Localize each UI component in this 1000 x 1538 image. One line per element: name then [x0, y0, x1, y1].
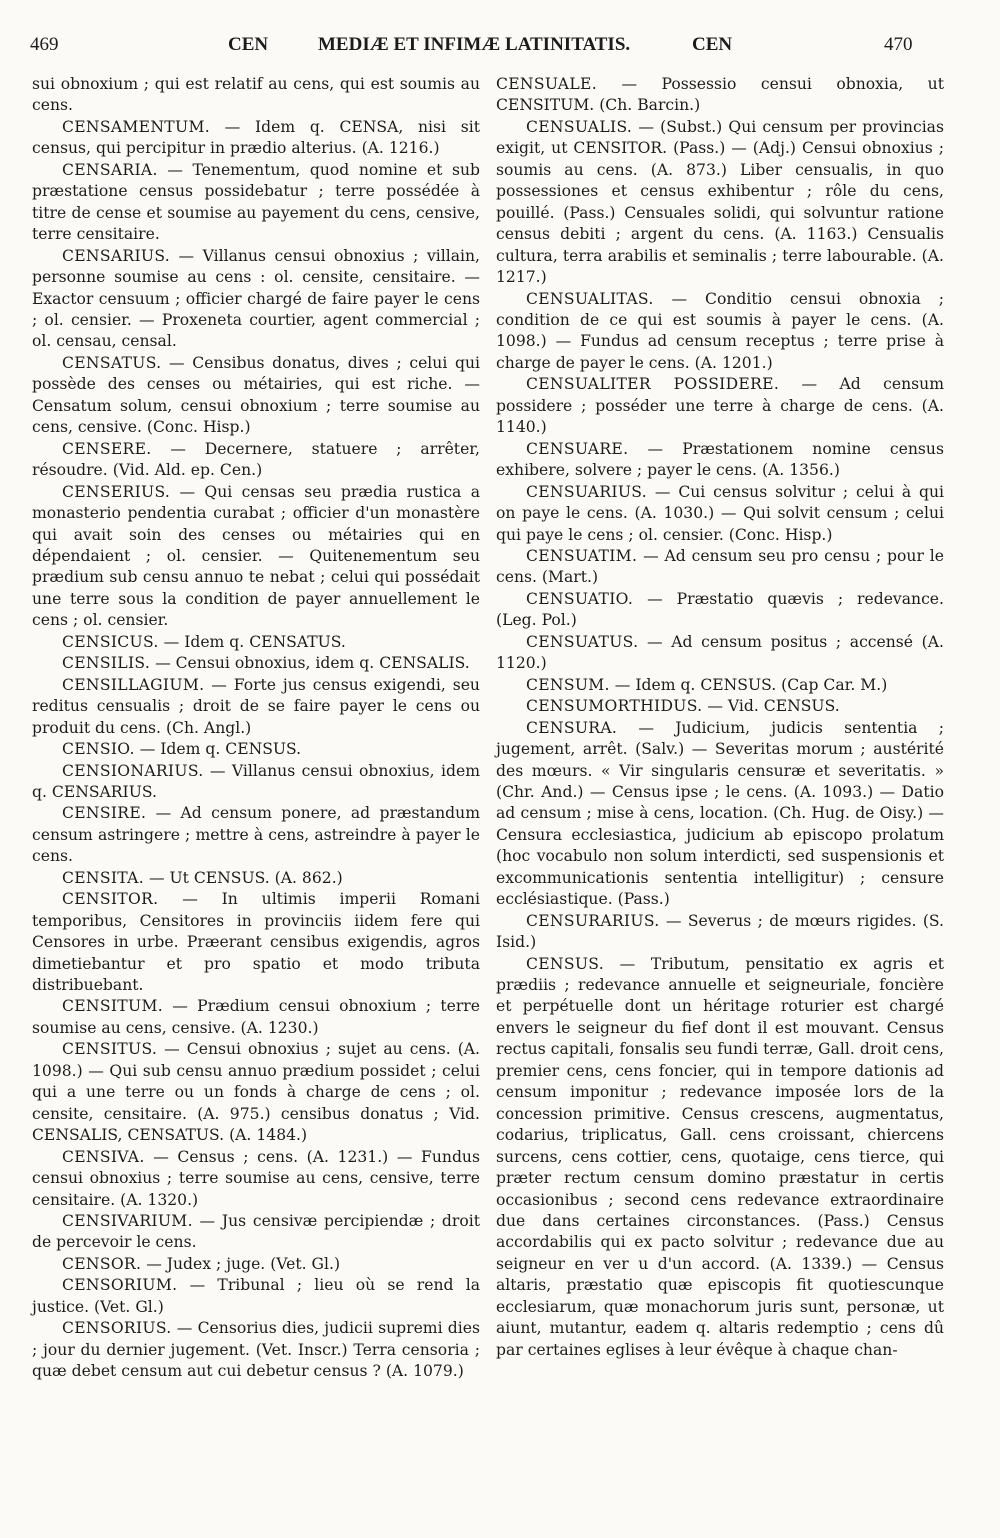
- dictionary-entry: [496, 589, 944, 632]
- dictionary-entry: [32, 74, 480, 117]
- entry-definition: — Conditio censui obnoxia ; condition de ce qui est soumis à payer le cens. (A. 1098.) — Fundus ad censum receptus ; terre prise à charge de payer le cens. (A. 1201.): [496, 289, 944, 372]
- entry-headword: CENSARIA.: [62, 160, 158, 179]
- dictionary-entry: [496, 546, 944, 589]
- entry-definition: — Ad censum possidere ; posséder une terre à charge de cens. (A. 1140.): [496, 375, 944, 437]
- entry-definition: — In ultimis imperii Romani temporibus, Censitores in provinciis iidem fere qui Censores in urbe. Præerant censibus exigendis, agros dimetiebantur et pro spatio et modo tributa distribuebant.: [32, 890, 480, 995]
- dictionary-entry: [496, 374, 944, 438]
- page-number-left: 469: [30, 34, 59, 55]
- dictionary-entry: [32, 761, 480, 804]
- dictionary-entry: [32, 1275, 480, 1318]
- entry-headword: CENSUATUS.: [526, 632, 639, 651]
- entry-headword: CENSERE.: [62, 439, 152, 458]
- entry-definition: — Tenementum, quod nomine et sub præstatione census possidebatur ; terre possédée à titre de cense et soumise au payement du cens, censive, terre censitaire.: [32, 160, 480, 244]
- dictionary-entry: [496, 482, 944, 546]
- entry-headword: CENSITUM.: [62, 997, 163, 1016]
- dictionary-entry: [32, 632, 480, 653]
- entry-headword: CENSIRE.: [62, 804, 147, 823]
- entry-headword: CENSERIUS.: [62, 482, 171, 501]
- catchword-right: CEN: [692, 34, 733, 55]
- entry-headword: CENSARIUS.: [62, 246, 171, 265]
- dictionary-entry: [32, 117, 480, 160]
- running-title: MEDIÆ ET INFIMÆ LATINITATIS.: [318, 34, 631, 55]
- dictionary-entry: [496, 439, 944, 482]
- dictionary-entry: [496, 911, 944, 954]
- entry-headword: CENSAMENTUM.: [62, 117, 210, 136]
- entry-headword: CENSUALE.: [496, 75, 597, 93]
- entry-headword: CENSORIUS.: [62, 1319, 172, 1338]
- entry-definition: — Vid. CENSUS.: [707, 697, 840, 716]
- entry-definition: — Judex ; juge. (Vet. Gl.): [146, 1254, 341, 1273]
- entry-headword: CENSITUS.: [62, 1040, 158, 1059]
- dictionary-entry: [32, 353, 480, 439]
- dictionary-entry: [496, 632, 944, 675]
- dictionary-entry: [32, 1147, 480, 1211]
- entry-definition: — Decernere, statuere ; arrêter, résoudre. (Vid. Ald. ep. Cen.): [32, 439, 480, 480]
- entry-headword: CENSUALITAS.: [526, 289, 654, 308]
- entry-headword: CENSITOR.: [62, 890, 159, 909]
- entry-headword: CENSURA.: [526, 718, 618, 737]
- dictionary-entry: [32, 996, 480, 1039]
- dictionary-entry: [32, 889, 480, 996]
- entry-definition: — Ad censum ponere, ad præstandum censum astringere ; mettre à cens, astreindre à payer le cens.: [32, 804, 480, 866]
- entry-definition: — Possessio censui obnoxia, ut CENSITUM. (Ch. Barcin.): [496, 75, 944, 115]
- page-number-right: 470: [884, 34, 913, 55]
- entry-definition: — Idem q. CENSUS. (Cap Car. M.): [614, 675, 888, 694]
- dictionary-entry: [496, 718, 944, 911]
- dictionary-entry: [32, 1254, 480, 1275]
- entry-definition: — Severus ; de mœurs rigides. (S. Isid.): [496, 911, 944, 952]
- dictionary-entry: [32, 246, 480, 353]
- dictionary-entry: [32, 675, 480, 739]
- entry-definition: — Villanus censui obnoxius ; villain, personne soumise au cens : ol. censite, censitaire. — Exactor censuum ; officier chargé de faire payer le cens ; ol. censier. — Proxeneta courtier, agent commercial ; ol. censau, censal.: [32, 246, 480, 351]
- entry-definition: — Jus censivæ percipiendæ ; droit de percevoir le cens.: [32, 1212, 480, 1252]
- dictionary-entry: [496, 954, 944, 1362]
- entry-headword: CENSITA.: [62, 868, 144, 887]
- entry-definition: — (Subst.) Qui censum per provincias exigit, ut CENSITOR. (Pass.) — (Adj.) Censui obnoxius ; soumis au cens. (A. 873.) Liber censualis, in quo possessiones et census exhibentur ; rôle du cens, pouillé. (Pass.) Censuales solidi, qui solvuntur ratione census debiti ; argent du cens. (A. 1163.) Censualis cultura, terra arabilis et seminalis ; terre labourable. (A. 1217.): [496, 117, 944, 287]
- entry-definition: — Præstationem nomine census exhibere, solvere ; payer le cens. (A. 1356.): [496, 439, 944, 480]
- entry-definition: — Villanus censui obnoxius, idem q. CENSARIUS.: [32, 761, 480, 801]
- entry-headword: CENSILLAGIUM.: [62, 675, 205, 694]
- dictionary-entry: [32, 439, 480, 482]
- entry-definition: — Ut CENSUS. (A. 862.): [148, 868, 343, 887]
- entry-headword: CENSUARIUS.: [526, 482, 647, 501]
- entry-definition: — Censui obnoxius, idem q. CENSALIS.: [155, 654, 470, 673]
- dictionary-entry: [496, 696, 944, 717]
- dictionary-entry: [496, 675, 944, 696]
- entry-headword: CENSIO.: [62, 740, 135, 759]
- entry-definition: — Præstatio quævis ; redevance. (Leg. Pol.): [496, 589, 944, 630]
- entry-definition: — Ad censum positus ; accensé (A. 1120.): [496, 632, 944, 673]
- entry-definition: — Idem q. CENSATUS.: [163, 632, 346, 651]
- entry-definition: — Qui censas seu prædia rustica a monasterio pendentia curabat ; officier d'un monastère qui avait soin des censes ou métairies qui en dépendaient ; ol. censier. — Quitenementum seu prædium sub censu annuo te nebat ; celui qui possédait une terre sous la condition de payer annuellement le cens ; ol. censier.: [32, 482, 480, 630]
- entry-headword: CENSIVA.: [62, 1147, 145, 1166]
- catchword-left: CEN: [228, 34, 269, 55]
- entry-headword: CENSIONARIUS.: [62, 761, 204, 780]
- entry-definition: — Cui census solvitur ; celui à qui on paye le cens. (A. 1030.) — Qui solvit censum ; celui qui paye le cens ; ol. censier. (Conc. Hisp.): [496, 482, 944, 544]
- dictionary-entry: [32, 160, 480, 246]
- entry-headword: CENSILIS.: [62, 654, 151, 673]
- entry-headword: CENSATUS.: [62, 353, 162, 372]
- page-header: [0, 34, 1000, 64]
- dictionary-entry: [32, 482, 480, 632]
- entry-definition: — Prædium censui obnoxium ; terre soumise au cens, censive. (A. 1230.): [32, 997, 480, 1037]
- dictionary-entry: [32, 1211, 480, 1254]
- entry-definition: — Tribunal ; lieu où se rend la justice. (Vet. Gl.): [32, 1276, 481, 1316]
- entry-definition: — Forte jus census exigendi, seu reditus censualis ; droit de se faire payer le cens ou produit du cens. (Ch. Angl.): [32, 675, 480, 737]
- dictionary-entry: [496, 289, 944, 375]
- entry-headword: CENSUALIS.: [526, 117, 633, 136]
- dictionary-entry: [32, 868, 480, 889]
- right-column: [496, 74, 944, 1361]
- left-column: [32, 74, 480, 1383]
- entry-headword: CENSURARIUS.: [526, 911, 660, 930]
- entry-definition: sui obnoxium ; qui est relatif au cens, qui est soumis au cens.: [32, 75, 480, 115]
- entry-headword: CENSORIUM.: [62, 1276, 178, 1295]
- dictionary-entry: [32, 739, 480, 760]
- dictionary-entry: [496, 117, 944, 289]
- entry-definition: — Idem q. CENSA, nisi sit census, qui percipitur in prædio alterius. (A. 1216.): [32, 117, 480, 158]
- dictionary-entry: [32, 1039, 480, 1146]
- dictionary-entry: [32, 653, 480, 674]
- entry-definition: — Censui obnoxius ; sujet au cens. (A. 1098.) — Qui sub censu annuo prædium possidet ; celui qui a une terre ou un fonds à charge de cens ; ol. censite, censitaire. (A. 975.) censibus donatus ; Vid. CENSALIS, CENSATUS. (A. 1484.): [32, 1040, 480, 1145]
- entry-headword: CENSUATIM.: [526, 546, 638, 565]
- entry-definition: — Judicium, judicis sententia ; jugement, arrêt. (Salv.) — Severitas morum ; austérité des mœurs. « Vir singularis censuræ et severitatis. » (Chr. And.) — Census ipse ; le cens. (A. 1093.) — Datio ad censum ; mise à cens, location. (Ch. Hug. de Oisy.) — Censura ecclesiastica, judicium ab episcopo prolatum (hoc vocabulo non solum interdicti, sed suspensionis et excommunicationis sententia intelligitur) ; censure ecclésiastique. (Pass.): [496, 718, 944, 909]
- entry-headword: CENSUS.: [526, 954, 604, 973]
- entry-headword: CENSUMORTHIDUS.: [526, 697, 703, 716]
- dictionary-entry: [32, 803, 480, 867]
- entry-definition: — Census ; cens. (A. 1231.) — Fundus censui obnoxius ; terre soumise au cens, censive, terre censitaire. (A. 1320.): [32, 1147, 480, 1209]
- entry-definition: — Idem q. CENSUS.: [139, 740, 302, 759]
- entry-headword: CENSICUS.: [62, 632, 159, 651]
- entry-headword: CENSIVARIUM.: [62, 1212, 193, 1231]
- dictionary-entry: [32, 1318, 480, 1382]
- entry-headword: CENSUATIO.: [526, 589, 634, 608]
- entry-definition: — Censibus donatus, dives ; celui qui possède des censes ou métairies, qui est riche. — Censatum solum, censui obnoxium ; terre soumise au cens, censive. (Conc. Hisp.): [32, 353, 480, 437]
- entry-headword: CENSOR.: [62, 1254, 142, 1273]
- entry-definition: — Censorius dies, judicii supremi dies ; jour du dernier jugement. (Vet. Inscr.) Terra censoria ; quæ debet censum aut cui debetur census ? (A. 1079.): [32, 1319, 480, 1381]
- entry-headword: CENSUALITER POSSIDERE.: [526, 375, 780, 394]
- entry-definition: — Tributum, pensitatio ex agris et prædiis ; redevance annuelle et seigneuriale, foncière et perpétuelle dont un héritage roturier est chargé envers le seigneur du fief dont il est mouvant. Census rectus capitali, fonsalis seu fundi terræ, Gall. droit cens, premier cens, cens foncier, qui in tempore dationis ad censum imponitur ; redevance imposée lors de la concession primitive. Census crescens, augmentatus, codarius, triplicatus, Gall. cens croissant, chiercens surcens, cens cottier, cens, quotaige, cens tierce, qui præter rectum censum domino præstatur in certis occasionibus ; second cens redevance extraordinaire due dans certaines circonstances. (Pass.) Census accordabilis qui ex pacto solvitur ; redevance due au seigneur en ver u d'un accord. (A. 1339.) — Census altaris, præstatio quæ episcopis fit quotiescunque ecclesiarum, quæ monachorum juris sunt, personæ, ut aiunt, mutantur, eadem q. altaris redemptio ; cens dû par certaines eglises à leur évêque à chaque chan-: [496, 954, 944, 1359]
- entry-definition: — Ad censum seu pro censu ; pour le cens. (Mart.): [496, 546, 944, 587]
- dictionary-entry: [496, 74, 944, 117]
- entry-headword: CENSUM.: [526, 675, 610, 694]
- entry-headword: CENSUARE.: [526, 439, 629, 458]
